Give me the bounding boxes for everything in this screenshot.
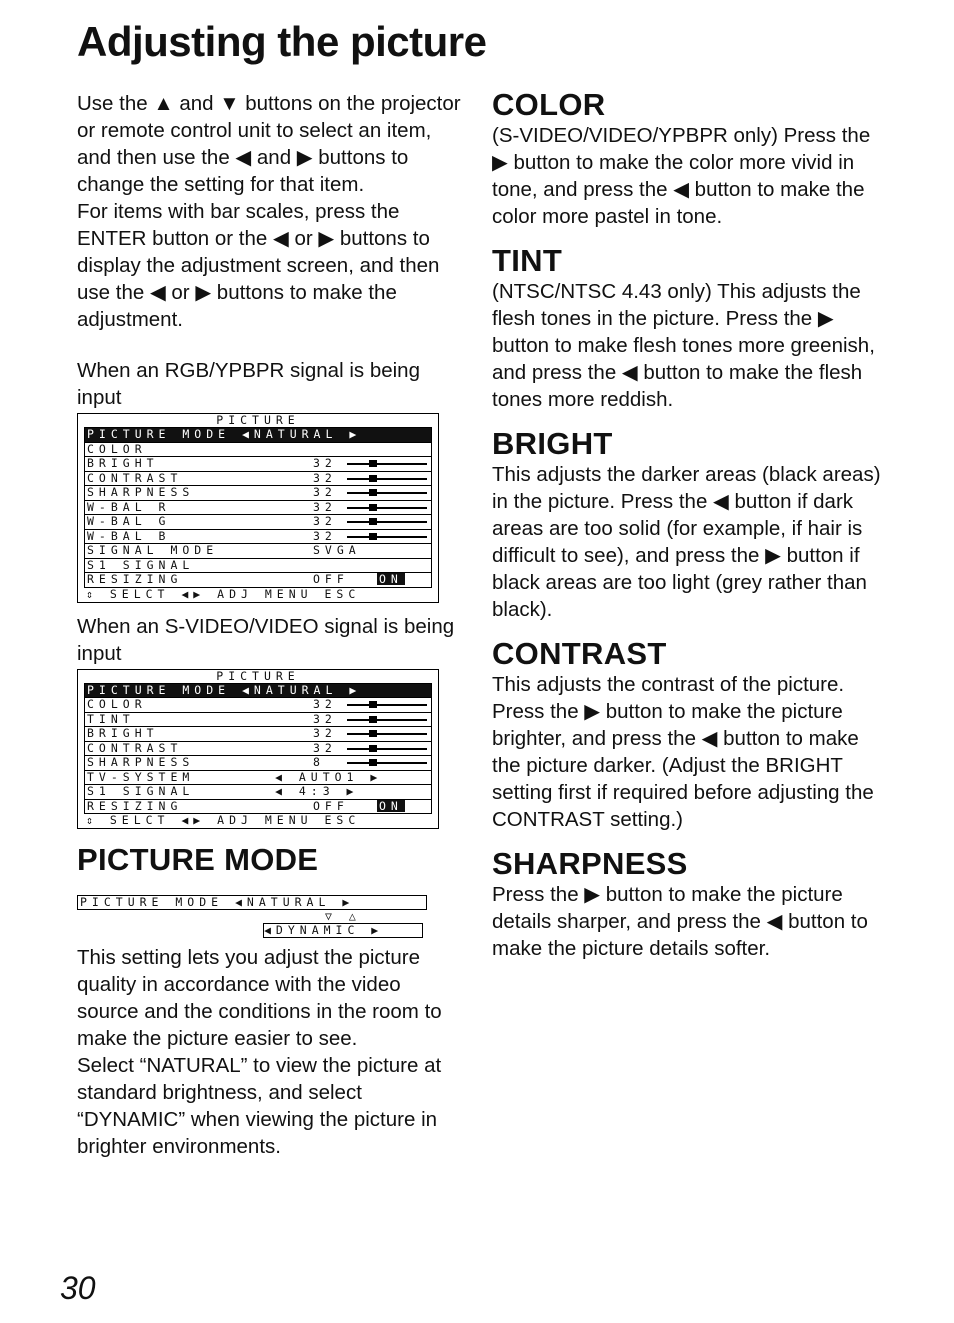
osd-footer: ⇕ SELCT ◀▶ ADJ MENU ESC: [86, 813, 361, 827]
osd-row-label: S1 SIGNAL: [87, 784, 195, 798]
picture-mode-bar: [77, 895, 462, 938]
osd-row-value: OFF: [313, 798, 349, 813]
osd-row-value: SVGA: [313, 543, 361, 557]
osd-toggle-on: ON: [379, 572, 403, 586]
osd-row: [84, 771, 432, 786]
osd-slider-knob: [369, 518, 377, 525]
osd-row-label: TV-SYSTEM: [87, 769, 195, 784]
osd-row-label: PICTURE MODE ◀NATURAL ▶: [87, 427, 362, 441]
osd-row-label: S1 SIGNAL: [87, 557, 195, 572]
osd-row: [84, 472, 432, 487]
osd-row-label: CONTRAST: [87, 470, 183, 485]
osd-toggle-on: ON: [379, 798, 403, 813]
osd-slider-knob: [369, 489, 377, 496]
osd-row: [84, 559, 432, 574]
osd-slider-knob: [369, 745, 377, 752]
picture-mode-heading: PICTURE MODE: [77, 842, 319, 877]
osd-row: [84, 713, 432, 728]
osd-row: [84, 683, 432, 699]
osd-row: [84, 785, 432, 800]
osd-row-value: 8: [313, 755, 325, 769]
osd-row: [84, 486, 432, 501]
osd-slider-bar: [347, 719, 427, 721]
color-heading: COLOR: [492, 87, 606, 122]
osd-row-label: W-BAL R: [87, 499, 171, 514]
osd-row-label: BRIGHT: [87, 456, 159, 470]
osd-row: [84, 727, 432, 742]
osd-row: [84, 443, 432, 458]
osd-footer: ⇕ SELCT ◀▶ ADJ MENU ESC: [86, 586, 361, 601]
picture-mode-arrows: ▽ △: [325, 909, 361, 923]
picture-mode-text-1: This setting lets you adjust the picture quality in accordance with the video source and the conditions in the room to make the picture easier to see.: [77, 946, 442, 1050]
osd-slider-bar: [347, 463, 427, 465]
osd-slider-bar: [347, 521, 427, 523]
intro-paragraph-2: For items with bar scales, press the ENTER button or the ◀ or ▶ buttons to display the adjustment screen, and then use the ◀ or ▶ buttons to make the adjustment.: [77, 200, 440, 331]
osd-row: [84, 544, 432, 559]
osd-slider-knob: [369, 504, 377, 511]
page-title: Adjusting the picture: [77, 18, 487, 65]
tint-text: (NTSC/NTSC 4.43 only) This adjusts the flesh tones in the picture. Press the ▶ button to make flesh tones more greenish, and press the ◀ button to make the flesh tones more reddish.: [492, 280, 875, 411]
osd-row-value: 32: [313, 726, 337, 740]
osd-row-label: COLOR: [87, 441, 147, 456]
osd-row-value: 32: [313, 499, 337, 514]
page-number: 30: [60, 1270, 96, 1306]
osd-row: [84, 742, 432, 757]
osd-row-value: 32: [313, 456, 337, 470]
osd-row-label: SIGNAL MODE: [87, 543, 219, 557]
osd-row-value: 32: [313, 711, 337, 726]
osd-slider-knob: [369, 716, 377, 723]
osd-slider-bar: [347, 492, 427, 494]
sharpness-heading: SHARPNESS: [492, 846, 688, 881]
right-column: [492, 88, 887, 962]
osd-menu-video: [77, 669, 439, 830]
osd-slider-bar: [347, 748, 427, 750]
osd-row-label: SHARPNESS: [87, 485, 195, 499]
picture-mode-natural: PICTURE MODE ◀NATURAL ▶: [77, 895, 427, 910]
osd-row-value: 32: [313, 514, 337, 528]
osd-row: [84, 530, 432, 545]
osd-slider-knob: [369, 730, 377, 737]
osd-slider-knob: [369, 460, 377, 467]
osd-row-value: 32: [313, 528, 337, 543]
osd-row-label: RESIZING: [87, 798, 183, 813]
osd-row: [84, 573, 432, 588]
osd-slider-knob: [369, 533, 377, 540]
osd-title: PICTURE: [216, 413, 300, 427]
osd-row: [84, 800, 432, 815]
rgb-caption: When an RGB/YPBPR signal is being input: [77, 359, 420, 409]
osd-slider-bar: [347, 762, 427, 764]
bright-text: This adjusts the darker areas (black areas) in the picture. Press the ◀ button if dark areas are too solid (for example, if hair is difficult to see), and press the ▶ button if black areas are too light (grey rather than black).: [492, 463, 881, 621]
osd-row-value: OFF: [313, 572, 349, 586]
osd-row: [84, 457, 432, 472]
osd-slider-bar: [347, 536, 427, 538]
osd-row-label: SHARPNESS: [87, 755, 195, 769]
osd-row-label: W-BAL G: [87, 514, 171, 528]
contrast-text: This adjusts the contrast of the picture. Press the ▶ button to make the picture brighter, and press the ◀ button to make the picture darker. (Adjust the BRIGHT setting first if required before adjusting the CONTRAST setting.): [492, 673, 874, 831]
osd-row-label: RESIZING: [87, 572, 183, 586]
osd-row: [84, 698, 432, 713]
osd-row: [84, 515, 432, 530]
osd-slider-bar: [347, 478, 427, 480]
osd-row-label: PICTURE MODE ◀NATURAL ▶: [87, 682, 362, 697]
osd-row-value: 32: [313, 740, 337, 755]
picture-mode-text-2: Select “NATURAL” to view the picture at standard brightness, and select “DYNAMIC” when viewing the picture in brighter environments.: [77, 1054, 442, 1158]
osd-row-label: BRIGHT: [87, 726, 159, 740]
tint-heading: TINT: [492, 243, 563, 278]
picture-mode-dynamic: ◀DYNAMIC ▶: [263, 923, 423, 938]
osd-slider-knob: [369, 475, 377, 482]
osd-row-label: CONTRAST: [87, 740, 183, 755]
intro-paragraph-1: Use the ▲ and ▼ buttons on the projector or remote control unit to select an item, and then use the ◀ and ▶ buttons to change the setting for that item.: [77, 92, 461, 196]
osd-title: PICTURE: [216, 668, 300, 683]
osd-row: [84, 501, 432, 516]
contrast-heading: CONTRAST: [492, 636, 667, 671]
osd-row-value: ◀ AUTO1 ▶: [275, 769, 383, 784]
osd-row-value: ◀ 4:3 ▶: [275, 784, 359, 798]
osd-row-value: 32: [313, 470, 337, 485]
osd-slider-bar: [347, 733, 427, 735]
osd-row-label: TINT: [87, 711, 135, 726]
osd-row: [84, 756, 432, 771]
sharpness-text: Press the ▶ button to make the picture details sharper, and press the ◀ button to make the picture details softer.: [492, 883, 868, 960]
osd-menu-rgb: [77, 413, 439, 603]
osd-slider-bar: [347, 507, 427, 509]
svideo-caption: When an S-VIDEO/VIDEO signal is being input: [77, 614, 455, 665]
osd-slider-knob: [369, 759, 377, 766]
osd-row-value: 32: [313, 485, 337, 499]
osd-row-label: COLOR: [87, 697, 147, 711]
osd-slider-knob: [369, 701, 377, 708]
osd-slider-bar: [347, 704, 427, 706]
left-column: [77, 90, 462, 1160]
bright-heading: BRIGHT: [492, 426, 613, 461]
osd-row-label: W-BAL B: [87, 528, 171, 543]
osd-row: [84, 427, 432, 443]
osd-row-value: 32: [313, 697, 337, 711]
color-text: (S-VIDEO/VIDEO/YPBPR only) Press the ▶ button to make the color more vivid in tone, and press the ◀ button to make the color more pastel in tone.: [492, 124, 871, 228]
